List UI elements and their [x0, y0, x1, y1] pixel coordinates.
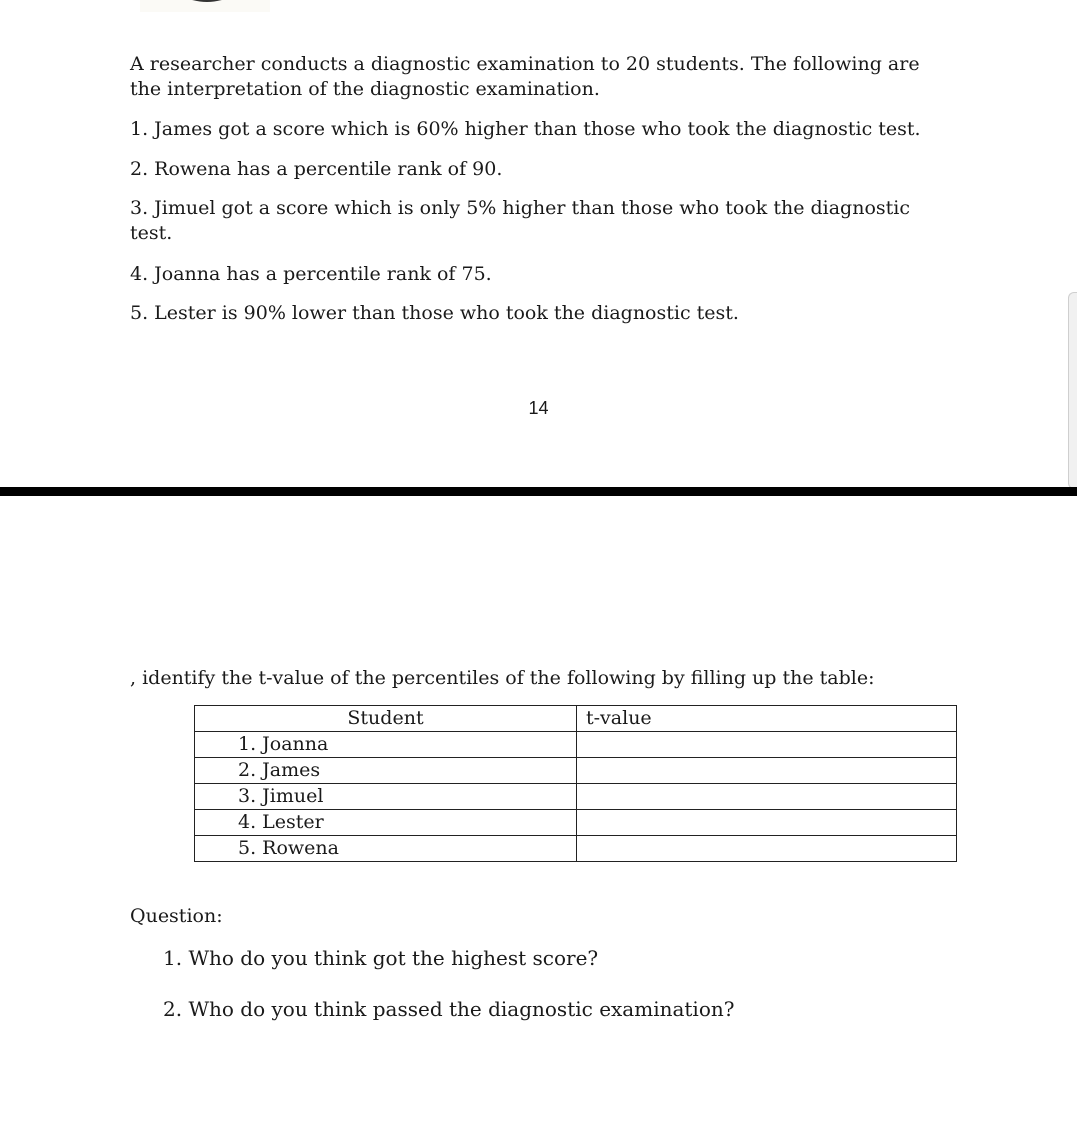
- t-value-table: [194, 705, 957, 862]
- interpretation-item-5: 5. Lester is 90% lower than those who took the diagnostic test.: [130, 302, 739, 324]
- table-row: [195, 784, 957, 810]
- page-break-divider: [0, 487, 1077, 496]
- table-row: [195, 836, 957, 862]
- header-t-value: t-value: [577, 706, 957, 732]
- t-value-cell[interactable]: [577, 810, 957, 836]
- t-value-cell[interactable]: [577, 732, 957, 758]
- intro-paragraph: A researcher conducts a diagnostic examination to 20 students. The following are the interpretation of the diagnostic examination.: [130, 53, 920, 100]
- t-value-cell[interactable]: [577, 784, 957, 810]
- interpretation-item-3: 3. Jimuel got a score which is only 5% higher than those who took the diagnostic test.: [130, 197, 910, 244]
- t-value-cell[interactable]: [577, 836, 957, 862]
- table-row: [195, 810, 957, 836]
- student-name: 3. Jimuel: [195, 784, 577, 810]
- table-instruction: , identify the t-value of the percentiles of the following by filling up the table:: [130, 667, 875, 689]
- student-name: 2. James: [195, 758, 577, 784]
- page-14: [0, 0, 1077, 487]
- student-name: 5. Rowena: [195, 836, 577, 862]
- page-number: 14: [528, 398, 549, 418]
- scrollbar[interactable]: [1068, 292, 1077, 489]
- student-name: 1. Joanna: [195, 732, 577, 758]
- question-1: 1. Who do you think got the highest score?: [163, 946, 599, 970]
- t-value-cell[interactable]: [577, 758, 957, 784]
- question-2: 2. Who do you think passed the diagnostic examination?: [163, 997, 735, 1021]
- interpretation-item-1: 1. James got a score which is 60% higher than those who took the diagnostic test.: [130, 118, 921, 140]
- interpretation-item-4: 4. Joanna has a percentile rank of 75.: [130, 263, 492, 285]
- header-student: Student: [195, 706, 577, 732]
- table-header-row: [195, 706, 957, 732]
- student-name: 4. Lester: [195, 810, 577, 836]
- interpretation-item-2: 2. Rowena has a percentile rank of 90.: [130, 158, 503, 180]
- table-row: [195, 758, 957, 784]
- table-row: [195, 732, 957, 758]
- question-label: Question:: [130, 905, 223, 927]
